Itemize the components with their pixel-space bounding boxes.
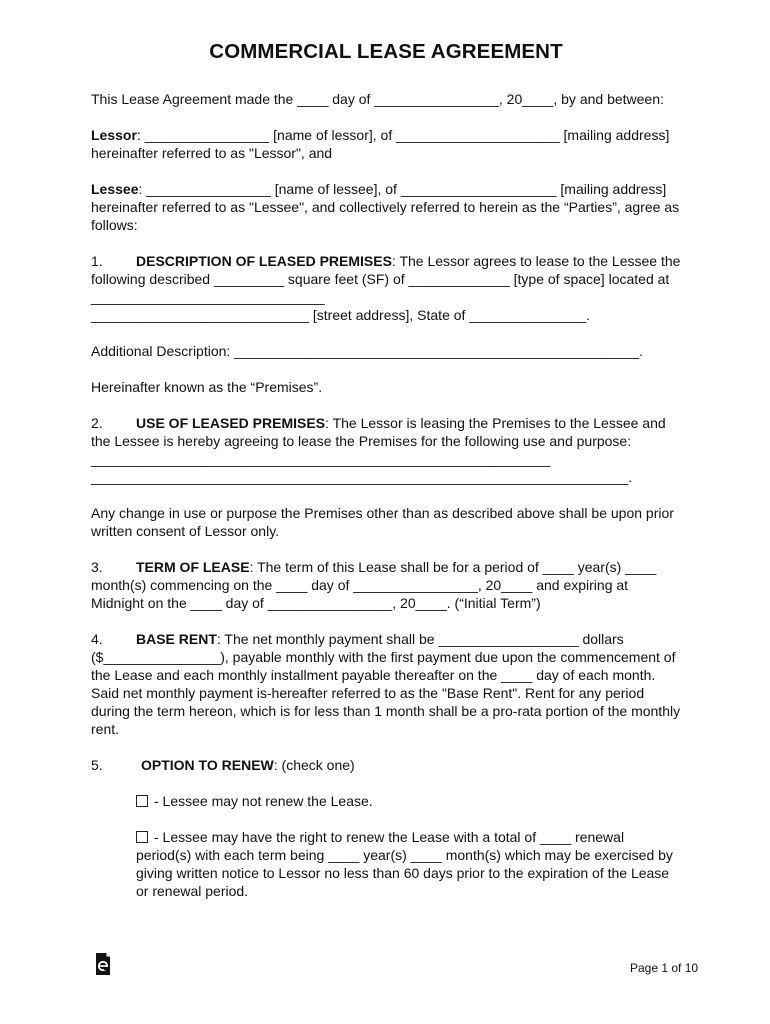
renew-option-2-checkbox[interactable] [136,831,148,843]
section-4 [91,630,681,738]
lessor-label: Lessor [91,127,137,143]
renew-option-1 [136,792,681,810]
section-4-heading: BASE RENT [136,631,217,647]
lessee-paragraph [91,180,681,234]
section-5-number: 5. [91,757,103,773]
section-5-text: : (check one) [273,757,355,773]
section-4-number: 4. [91,631,103,647]
section-5 [91,756,681,774]
renew-option-2 [136,828,681,900]
section-3-heading: TERM OF LEASE [136,559,250,575]
lessor-text: : ________________ [name of lessor], of _____________________ [mailing address] hereinafter referred to as "Lessor", and [91,127,670,161]
section-2 [91,414,681,468]
section-1 [91,252,681,306]
eforms-logo-icon [94,952,112,976]
section-4-text: : The net monthly payment shall be __________________ dollars ($_______________), payable monthly with the first payment due upon the commencement of the Lease and each monthly installment payable thereafter on the ____ day of each month. Said net monthly payment is-hereafter referred to as the "Base Rent". Rent for any period during the term hereon, which is for less than 1 month shall be a pro-rata portion of the monthly rent. [91,631,681,737]
section-1-number: 1. [91,253,103,269]
section-2-heading: USE OF LEASED PREMISES [136,415,326,431]
section-3-text: : The term of this Lease shall be for a period of ____ year(s) ____ month(s) commencing on the ____ day of ________________, 20____ and expiring at Midnight on the ____ day of ________________, 20____. (“Initial Term”) [91,559,657,611]
lessee-text: : ________________ [name of lessee], of ____________________ [mailing address] hereinafter referred to as "Lessee", and collectively referred to herein as the “Parties”, agree as follows: [91,181,680,233]
section-2-purpose-line: _____________________________________________________________________. [91,469,633,485]
page-number: Page 1 of 10 [630,961,699,975]
renew-option-1-checkbox[interactable] [136,795,148,807]
change-of-use-paragraph: Any change in use or purpose the Premises other than as described above shall be upon prior written consent of Lessor only. [91,505,674,539]
section-1-address-line: ____________________________ [street address], State of _______________. [91,307,590,323]
document-title: COMMERCIAL LEASE AGREEMENT [209,40,563,63]
lessor-paragraph [91,126,681,162]
lessee-label: Lessee [91,181,139,197]
section-5-heading: OPTION TO RENEW [141,757,274,773]
section-1-text: : The Lessor agrees to lease to the Lessee the following described _________ square feet (SF) of _____________ [type of space] located at ______________________________ [91,253,681,305]
intro-paragraph: This Lease Agreement made the ____ day of ________________, 20____, by and between: [91,91,664,107]
section-1-heading: DESCRIPTION OF LEASED PREMISES [136,253,392,269]
section-3 [91,558,681,612]
section-3-number: 3. [91,559,103,575]
premises-definition: Hereinafter known as the “Premises”. [91,379,323,395]
additional-description: Additional Description: ____________________________________________________. [91,343,643,359]
document-page [91,40,681,900]
renew-option-1-text: - Lessee may not renew the Lease. [154,793,373,809]
section-2-number: 2. [91,415,103,431]
renew-option-2-text: - Lessee may have the right to renew the Lease with a total of ____ renewal period(s) with each term being ____ year(s) ____ month(s) which may be exercised by giving written notice to Lessor no less than 60 days prior to the expiration of the Lease or renewal period. [136,829,673,899]
section-2-text: : The Lessor is leasing the Premises to the Lessee and the Lessee is hereby agreeing to lease the Premises for the following use and purpose: ___________________________________________________________ [91,415,666,467]
